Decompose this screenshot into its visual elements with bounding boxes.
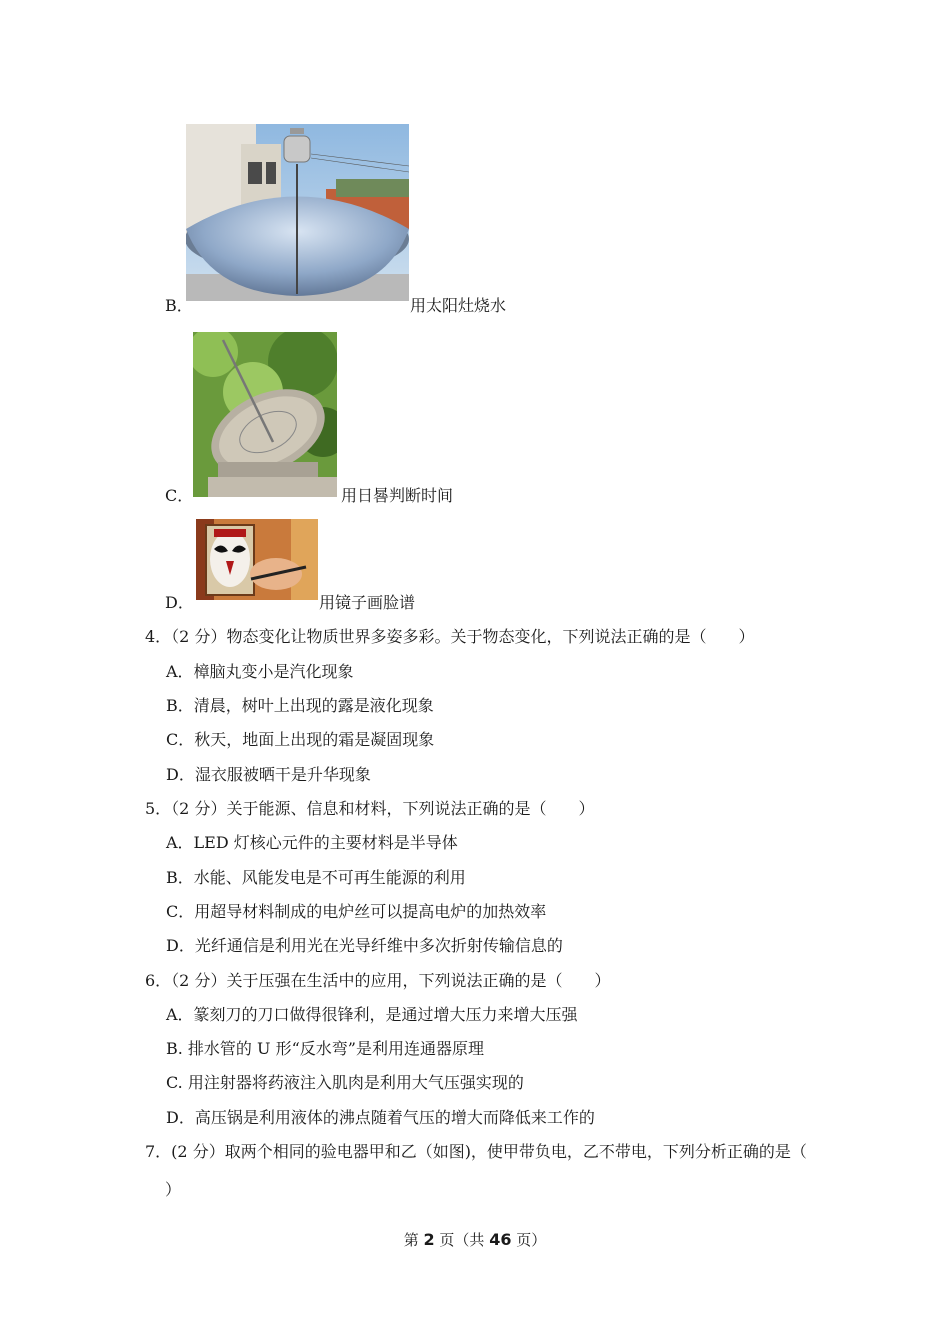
question-6-stem: 6．（2 分）关于压强在生活中的应用，下列说法正确的是（ ） — [145, 971, 611, 990]
option-letter: D． — [165, 593, 194, 612]
question-7-stem: 7．(2 分）取两个相同的验电器甲和乙（如图)，使甲带负电，乙不带电，下列分析正确的是（ — [145, 1142, 807, 1161]
question-5-stem: 5．（2 分）关于能源、信息和材料，下列说法正确的是（ ） — [145, 799, 595, 818]
solar-cooker-photo — [186, 124, 409, 301]
question-4-option-c: C．秋天，地面上出现的霜是凝固现象 — [166, 730, 435, 749]
question-6-option-c: C. 用注射器将药液注入肌肉是利用大气压强实现的 — [166, 1073, 524, 1092]
question-7-stem-continuation: ） — [165, 1180, 182, 1199]
question-5-option-a: A．LED 灯核心元件的主要材料是半导体 — [166, 833, 458, 852]
option-letter: C． — [165, 486, 194, 505]
question-4-option-a: A．樟脑丸变小是汽化现象 — [166, 662, 354, 681]
question-4-option-d: D．湿衣服被晒干是升华现象 — [166, 765, 371, 784]
question-5-option-d: D．光纤通信是利用光在光导纤维中多次折射传输信息的 — [166, 936, 563, 955]
opera-mask-painting-photo — [196, 519, 318, 600]
footer-middle: 页（共 — [434, 1231, 490, 1249]
option-D-text: 用镜子画脸谱 — [319, 593, 416, 612]
footer-total-pages: 46 — [489, 1230, 512, 1249]
question-6-option-b: B. 排水管的 U 形“反水弯”是利用连通器原理 — [166, 1039, 484, 1058]
question-5-option-c: C．用超导材料制成的电炉丝可以提高电炉的加热效率 — [166, 902, 547, 921]
question-6-option-a: A．篆刻刀的刀口做得很锋利，是通过增大压力来增大压强 — [166, 1005, 578, 1024]
option-D-label — [165, 593, 194, 613]
question-6-option-d: D．高压锅是利用液体的沸点随着气压的增大而降低来工作的 — [166, 1108, 595, 1127]
option-B-text: 用太阳灶烧水 — [410, 296, 507, 315]
question-4-stem: 4．（2 分）物态变化让物质世界多姿多彩。关于物态变化，下列说法正确的是（ ） — [145, 627, 755, 646]
footer-prefix: 第 — [403, 1231, 424, 1249]
option-B-label — [165, 296, 193, 316]
question-4-option-b: B．清晨，树叶上出现的露是液化现象 — [166, 696, 434, 715]
footer-suffix: 页） — [511, 1231, 547, 1249]
option-C-text: 用日晷判断时间 — [341, 486, 454, 505]
sundial-photo — [193, 332, 337, 497]
footer-page-number: 2 — [423, 1230, 435, 1249]
page-footer — [0, 1229, 950, 1250]
question-5-option-b: B．水能、风能发电是不可再生能源的利用 — [166, 868, 466, 887]
option-letter: B． — [165, 296, 193, 315]
option-C-label — [165, 486, 193, 506]
